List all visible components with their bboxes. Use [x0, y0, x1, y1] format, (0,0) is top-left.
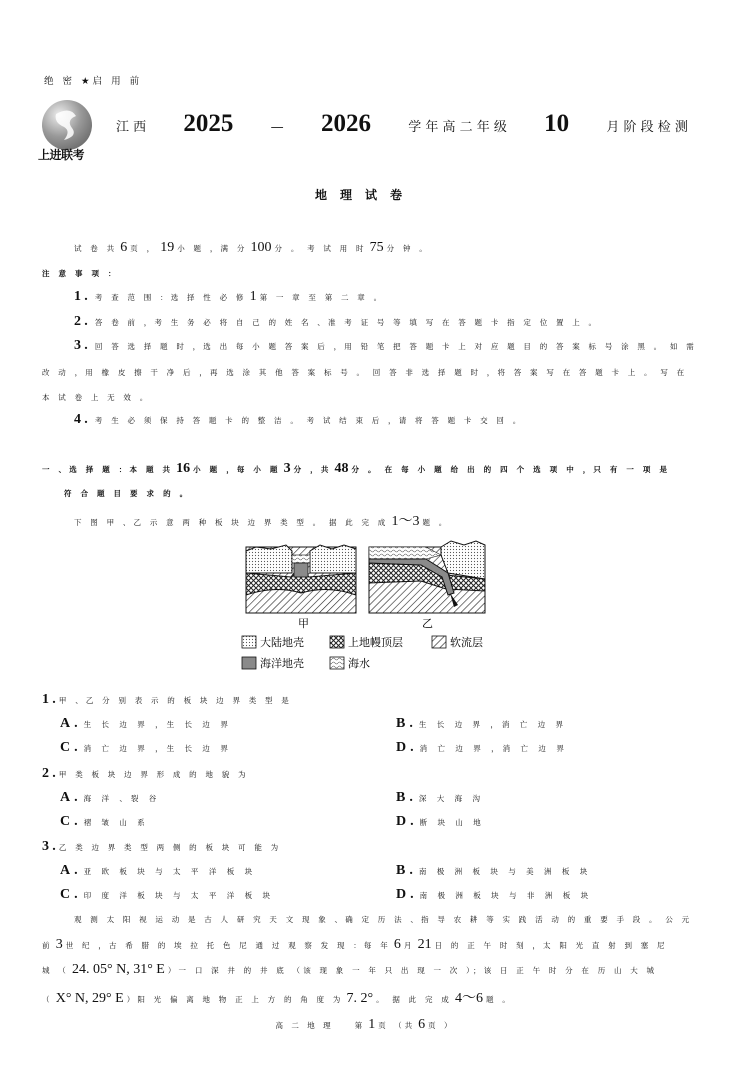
legend — [242, 635, 483, 670]
footer-text: 页 ） — [428, 1021, 455, 1030]
exam-intro — [74, 240, 430, 256]
exam-title — [116, 110, 688, 144]
question-1-option-a[interactable] — [60, 716, 232, 732]
question-3-option-d[interactable] — [396, 887, 592, 903]
title-suffix: 月 阶 段 检 测 — [606, 120, 688, 135]
option-text: 亚 欧 板 块 与 太 平 洋 板 块 — [83, 867, 257, 876]
stem-value: 21 — [417, 937, 432, 952]
plate-boundary-diagram — [236, 533, 498, 678]
question-3-stem — [42, 839, 281, 855]
option-text: 南 极 洲 板 块 与 美 洲 板 块 — [418, 867, 592, 876]
panel-label-jia: 甲 — [298, 617, 309, 630]
stem-coordinate: X° N, 29° E — [55, 991, 124, 1006]
option-letter: D. — [396, 814, 418, 829]
title-dash: — — [270, 120, 284, 135]
section-text: 一 、选 择 题 ：本 题 共 — [42, 465, 174, 474]
legend-swatch-oceanic-crust — [242, 657, 256, 669]
option-text: 消 亡 边 界 ，消 亡 边 界 — [419, 744, 568, 753]
question-group-2-stem-line-4 — [42, 987, 513, 1007]
stem-value: 7. 2° — [346, 991, 374, 1006]
intro-text: 分 。 考 试 用 时 — [274, 244, 367, 253]
intro-text: 分 钟 。 — [386, 244, 430, 253]
option-letter: D. — [396, 740, 418, 755]
question-1-option-b[interactable] — [396, 716, 567, 732]
stem-text: 城 （ — [42, 966, 69, 975]
footer-text: 高 二 地 理 第 — [275, 1021, 366, 1030]
stem-text: （ — [42, 995, 53, 1004]
plate-boundary-figure — [236, 533, 498, 678]
question-group-2-stem-line-2 — [42, 937, 668, 953]
question-group-2-stem-line-3 — [42, 962, 657, 978]
stem-text: 世 纪 ，古 希 腊 的 埃 拉 托 色 尼 通 过 观 察 发 现 ：每 年 — [65, 941, 391, 950]
notice-text: 考 查 范 围 ：选 择 性 必 修 — [94, 293, 247, 302]
footer-page-number: 1 — [368, 1017, 376, 1032]
option-letter: A. — [60, 790, 82, 805]
question-2-option-b[interactable] — [396, 790, 484, 806]
notice-number: 2. — [74, 314, 91, 329]
legend-label-seawater: 海水 — [348, 657, 370, 670]
notice-item-2 — [74, 314, 599, 330]
confidential-label: 绝 密 ★启 用 前 — [44, 76, 143, 87]
legend-swatch-seawater — [330, 657, 344, 669]
notice-text: 考 生 必 须 保 持 答 题 卡 的 整 洁 。 考 试 结 束 后 ，请 将 答 题 卡 交 回 。 — [94, 416, 524, 425]
question-text: 甲 类 板 块 边 界 形 成 的 地 貌 为 — [58, 770, 249, 779]
question-number: 3. — [42, 839, 59, 854]
section-count: 16 — [176, 461, 191, 476]
notice-number: 4. — [74, 412, 91, 427]
logo — [38, 98, 102, 162]
notice-number: 1. — [74, 289, 91, 304]
intro-minutes: 75 — [369, 240, 384, 255]
notice-item-4 — [74, 412, 523, 428]
legend-label-upper-mantle: 上地幔顶层 — [348, 636, 403, 649]
option-text: 生 长 边 界 ，生 长 边 界 — [83, 720, 232, 729]
option-letter: C. — [60, 740, 82, 755]
question-1-option-d[interactable] — [396, 740, 568, 756]
question-1-stem — [42, 692, 292, 708]
question-number: 1. — [42, 692, 59, 707]
option-letter: C. — [60, 887, 82, 902]
subject-title: 地理试卷 — [314, 188, 415, 202]
option-letter: B. — [396, 790, 417, 805]
stem-coordinate: 24. 05° N, 31° E — [71, 962, 165, 977]
legend-label-continental-crust: 大陆地壳 — [260, 636, 304, 649]
notice-text: 回 答 选 择 题 时 ，选 出 每 小 题 答 案 后 ，用 铅 笔 把 答 题 卡 上 对 应 题 目 的 答 案 标 号 涂 黑 。 如 需 — [94, 342, 697, 351]
panel-yi — [369, 541, 485, 613]
footer-text: 页 （共 — [378, 1021, 416, 1030]
panel-label-yi: 乙 — [422, 617, 433, 630]
notice-item-3 — [74, 338, 697, 354]
intro-questions: 19 — [160, 240, 175, 255]
question-2-option-d[interactable] — [396, 814, 485, 830]
stem-range: 1～3 — [391, 514, 420, 529]
question-text: 甲 、乙 分 别 表 示 的 板 块 边 界 类 型 是 — [58, 696, 292, 705]
option-text: 印 度 洋 板 块 与 太 平 洋 板 块 — [83, 891, 274, 900]
panel-jia — [246, 545, 356, 613]
title-prefix: 江 西 — [116, 120, 147, 135]
notice-item-3-line-3: 本 试 卷 上 无 效 。 — [42, 393, 151, 402]
question-3-option-a[interactable] — [60, 863, 256, 879]
legend-swatch-continental-crust — [242, 636, 256, 648]
stem-text: 前 — [42, 941, 53, 950]
title-month: 10 — [544, 110, 570, 137]
intro-text: 页 ， — [130, 244, 158, 253]
option-letter: C. — [60, 814, 82, 829]
legend-swatch-asthenosphere — [432, 636, 446, 648]
question-group-stem — [74, 510, 450, 530]
stem-text: 。 据 此 完 成 — [376, 995, 452, 1004]
option-text: 生 长 边 界 ，消 亡 边 界 — [418, 720, 568, 729]
option-text: 南 极 洲 板 块 与 非 洲 板 块 — [419, 891, 593, 900]
option-text: 深 大 海 沟 — [418, 794, 484, 803]
question-1-option-c[interactable] — [60, 740, 232, 756]
notice-value: 1 — [249, 289, 257, 304]
notice-title: 注 意 事 项 ： — [42, 269, 119, 278]
option-text: 消 亡 边 界 ，生 长 边 界 — [83, 744, 232, 753]
option-text: 海 洋 、裂 谷 — [83, 794, 161, 803]
page-footer — [0, 1017, 730, 1033]
legend-swatch-upper-mantle — [330, 636, 344, 648]
section-text: 分 。 在 每 小 题 给 出 的 四 个 选 项 中 ，只 有 一 项 是 — [351, 465, 671, 474]
intro-score: 100 — [250, 240, 272, 255]
question-3-option-b[interactable] — [396, 863, 591, 879]
year-start: 2025 — [183, 110, 234, 137]
legend-label-asthenosphere: 软流层 — [450, 636, 483, 649]
legend-label-oceanic-crust: 海洋地壳 — [260, 657, 304, 670]
question-text: 乙 类 边 界 类 型 两 侧 的 板 块 可 能 为 — [58, 843, 282, 852]
option-text: 断 块 山 地 — [419, 818, 485, 827]
notice-item-1 — [74, 289, 384, 305]
notice-text: 第 一 章 至 第 二 章 。 — [259, 293, 385, 302]
stem-text: 题 。 — [485, 995, 513, 1004]
intro-text: 试 卷 共 — [74, 244, 118, 253]
question-3-option-c[interactable] — [60, 887, 274, 903]
section-heading-line-2: 符 合 题 目 要 求 的 。 — [64, 489, 191, 498]
footer-total-pages: 6 — [418, 1017, 426, 1032]
section-total: 48 — [334, 461, 349, 476]
notice-text: 答 卷 前 ，考 生 务 必 将 自 己 的 姓 名 、准 考 证 号 等 填 写 在 答 题 卡 指 定 位 置 上 。 — [94, 318, 600, 327]
question-group-2-stem-line-1: 观 测 太 阳 视 运 动 是 古 人 研 究 天 文 现 象 、确 定 历 法 、指 导 农 耕 等 实 践 活 动 的 重 要 手 段 。 公 元 — [74, 915, 693, 924]
stem-text: 月 — [403, 941, 415, 950]
option-letter: D. — [396, 887, 418, 902]
section-each: 3 — [283, 461, 291, 476]
question-2-option-a[interactable] — [60, 790, 160, 806]
section-text: 小 题 ，每 小 题 — [193, 465, 281, 474]
stem-value: 6 — [393, 937, 401, 952]
section-heading — [42, 461, 670, 477]
year-end: 2026 — [320, 110, 371, 137]
option-letter: B. — [396, 863, 417, 878]
stem-text: 题 。 — [422, 518, 450, 527]
stem-value: 3 — [55, 937, 63, 952]
stem-range: 4～6 — [454, 991, 483, 1006]
question-2-option-c[interactable] — [60, 814, 149, 830]
option-text: 褶 皱 山 系 — [83, 818, 149, 827]
title-mid: 学 年 高 二 年 级 — [408, 120, 507, 135]
intro-pages: 6 — [120, 240, 128, 255]
stem-text: 日 的 正 午 时 刻 ，太 阳 光 直 射 到 塞 尼 — [434, 941, 668, 950]
question-number: 2. — [42, 766, 59, 781]
option-letter: B. — [396, 716, 417, 731]
logo-emblem-icon — [42, 100, 92, 150]
stem-text: ）一 口 深 井 的 井 底 （该 现 象 一 年 只 出 现 一 次 ）；该 日 正 午 时 分 在 历 山 大 城 — [167, 966, 658, 975]
question-2-stem — [42, 766, 249, 782]
option-letter: A. — [60, 863, 82, 878]
notice-number: 3. — [74, 338, 91, 353]
intro-text: 小 题 ，满 分 — [177, 244, 248, 253]
option-letter: A. — [60, 716, 82, 731]
logo-text: 上进联考 — [38, 148, 85, 162]
notice-item-3-line-2: 改 动 ，用 橡 皮 擦 干 净 后 ，再 选 涂 其 他 答 案 标 号 。 回 答 非 选 择 题 时 ，将 答 案 写 在 答 题 卡 上 。 写 在 — [42, 368, 688, 377]
section-text: 分 ，共 — [293, 465, 332, 474]
stem-text: 下 图 甲 、乙 示 意 两 种 板 块 边 界 类 型 。 据 此 完 成 — [74, 518, 389, 527]
stem-text: ）阳 光 偏 离 地 物 正 上 方 的 角 度 为 — [126, 995, 344, 1004]
